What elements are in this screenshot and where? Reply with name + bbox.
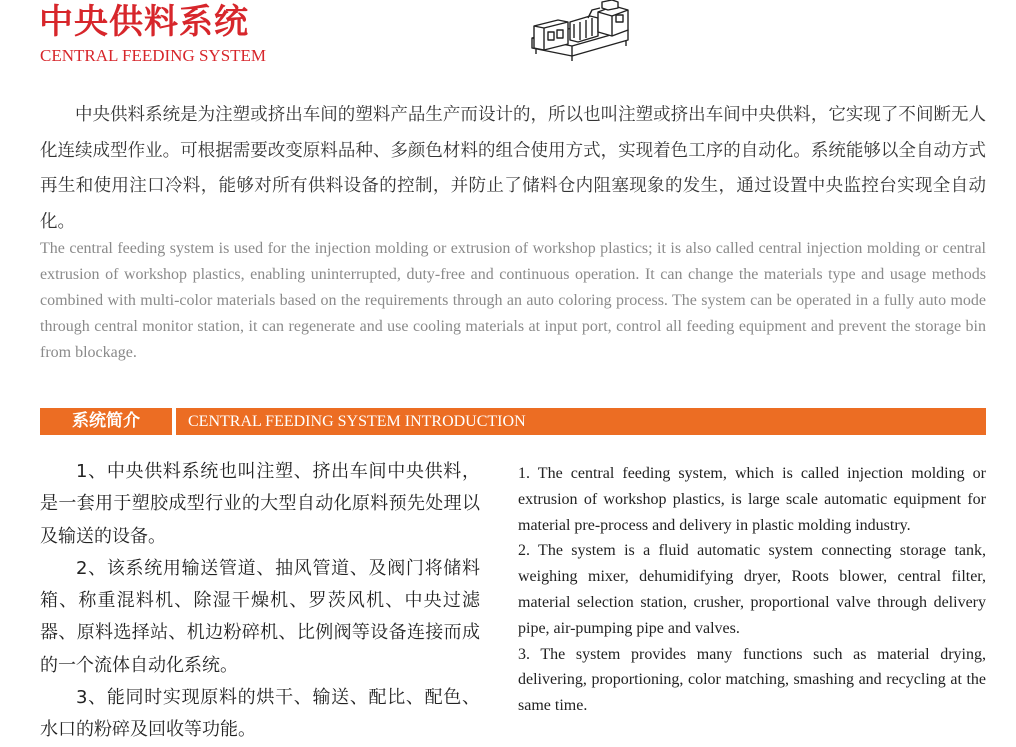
point-cn-2: 2、该系统用输送管道、抽风管道、及阀门将储料箱、称重混料机、除湿干燥机、罗茨风机、中央过滤器、原料选择站、机边粉碎机、比例阀等设备连接而成的一个流体自动化系统。	[40, 557, 480, 676]
page-title-en: CENTRAL FEEDING SYSTEM	[40, 46, 267, 65]
section-label-en: CENTRAL FEEDING SYSTEM INTRODUCTION	[176, 408, 986, 435]
injection-molding-machine-icon	[528, 0, 632, 62]
points-en-column	[518, 461, 986, 719]
point-cn-3: 3、能同时实现原料的烘干、输送、配比、配色、水口的粉碎及回收等功能。	[40, 687, 480, 741]
intro-paragraph-cn: 中央供料系统是为注塑或挤出车间的塑料产品生产而设计的，所以也叫注塑或挤出车间中央供料，它实现了不间断无人化连续成型作业。可根据需要改变原料品种、多颜色材料的组合使用方式，实现着色工序的自动化。系统能够以全自动方式再生和使用注口冷料，能够对所有供料设备的控制，并防止了储料仓内阻塞现象的发生，通过设置中央监控台实现全自动化。	[40, 105, 986, 232]
section-label-cn: 系统简介	[40, 408, 172, 435]
point-cn-1: 1、中央供料系统也叫注塑、挤出车间中央供料，是一套用于塑胶成型行业的大型自动化原料预先处理以及输送的设备。	[40, 461, 480, 547]
point-en-3: 3. The system provides many functions such as material drying, delivering, proportioning, color matching, smashing and recycling at the same time.	[518, 645, 986, 715]
section-header-bar	[40, 408, 986, 435]
point-en-2: 2. The system is a fluid automatic system connecting storage tank, weighing mixer, dehumidifying dryer, Roots blower, central filter, material selection station, crusher, proportional valve through delivery pipe, air-pumping pipe and valves.	[518, 542, 986, 637]
intro-paragraph-en: The central feeding system is used for the injection molding or extrusion of workshop plastics; it is also called central injection molding or central extrusion of workshop plastics, enabling uninterrupted, duty-free and continuous operation. It can change the materials type and usage methods combined with multi-color materials based on the requirements through an auto coloring process. The system can be operated in a fully auto mode through central monitor station, it can regenerate and use cooling materials at input port, control all feeding equipment and prevent the storage bin from blockage.	[40, 240, 986, 361]
point-en-1: 1. The central feeding system, which is called injection molding or extrusion of workshop plastics, is large scale automatic equipment for material pre-process and delivery in plastic molding industry.	[518, 465, 986, 534]
page-title-cn: 中央供料系统	[39, 2, 249, 42]
points-cn-column	[40, 456, 480, 747]
